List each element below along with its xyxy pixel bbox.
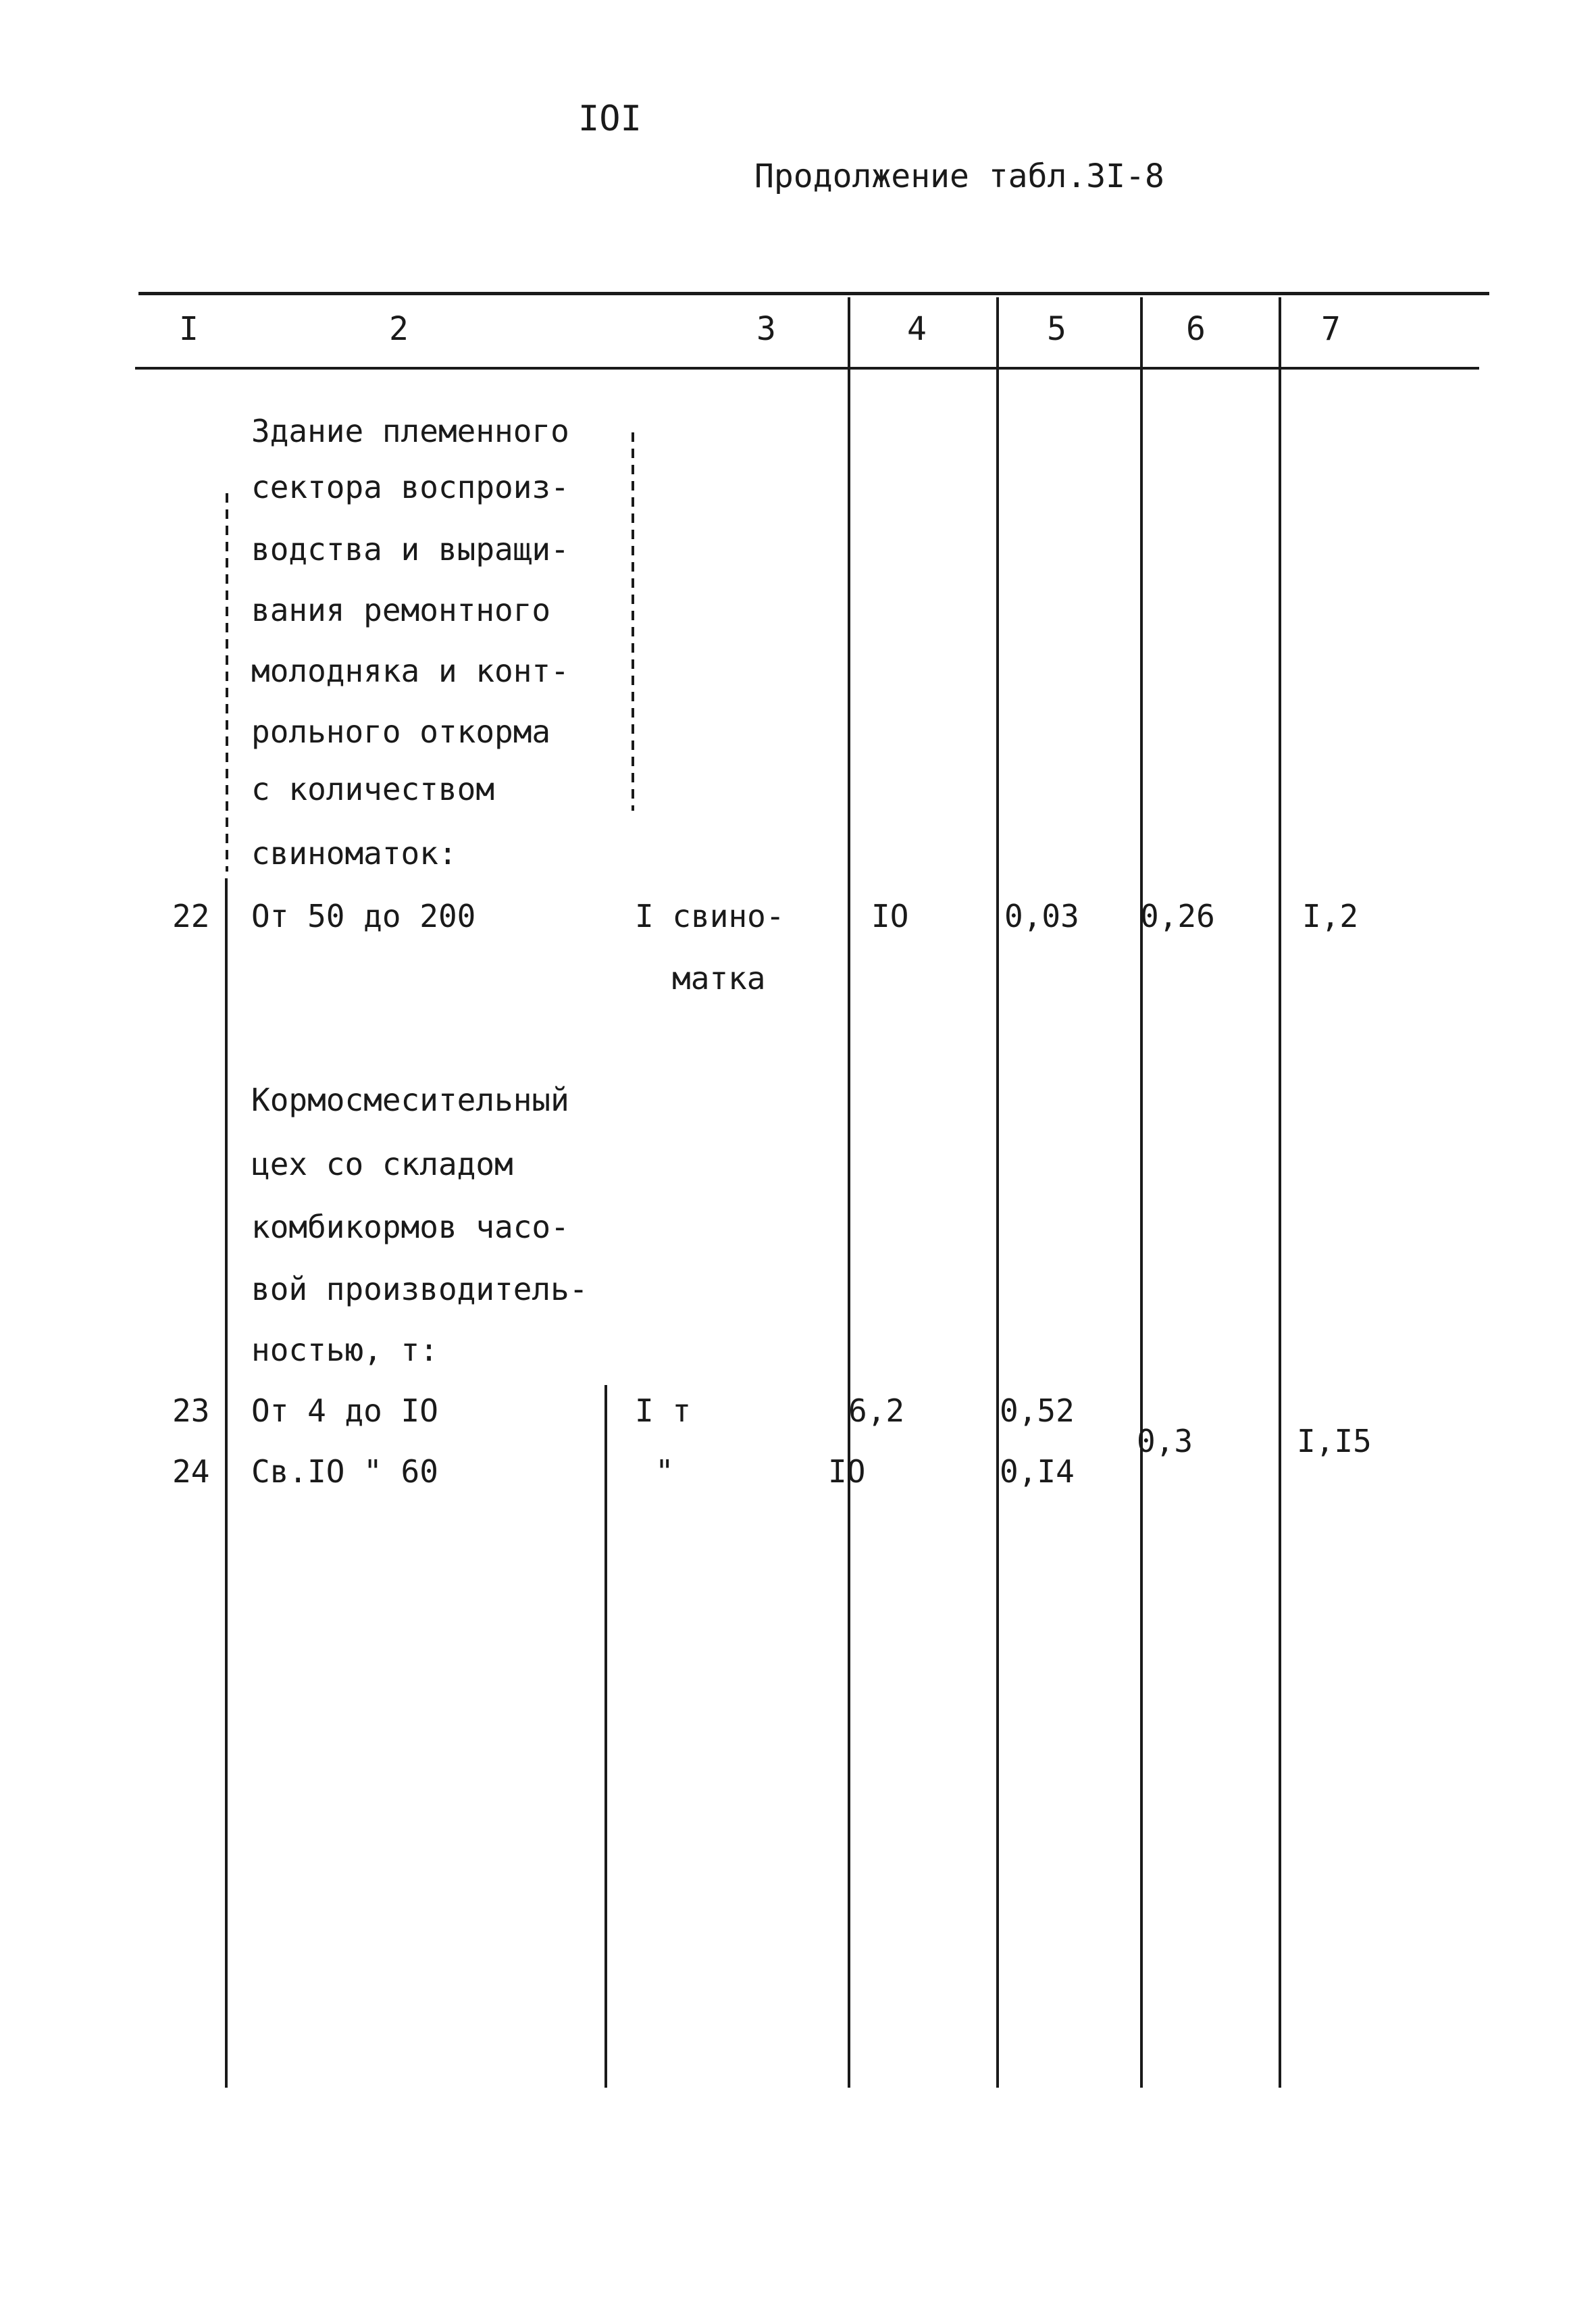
row-22-col-5: 0,03 [1004, 898, 1079, 934]
row-23-name: От 4 до IO [251, 1392, 438, 1429]
row-23-unit: I т [635, 1392, 692, 1429]
group2-line-4: вой производитель- [251, 1271, 588, 1307]
group1-line-8: свиноматок: [251, 835, 457, 872]
page-number: IOI [578, 99, 642, 139]
row-23-col-5: 0,52 [1000, 1392, 1075, 1429]
header-col-5: 5 [1047, 310, 1066, 348]
group2-line-3: комбикормов часо- [251, 1209, 569, 1245]
column-divider-3 [632, 432, 634, 811]
header-col-3: 3 [756, 310, 776, 348]
header-col-4: 4 [907, 310, 927, 348]
group2-line-5: ностью, т: [251, 1332, 438, 1368]
row-24-unit: " [655, 1453, 674, 1490]
row-22-col-6: 0,26 [1140, 898, 1215, 934]
column-divider-3b [604, 1385, 607, 2088]
column-divider-6 [1140, 297, 1143, 2088]
row-22-unit-line-1: I свино- [635, 898, 785, 934]
column-divider-7 [1279, 297, 1281, 2088]
group1-line-7: с количеством [251, 771, 495, 807]
header-bottom-rule [135, 367, 1479, 370]
header-col-2: 2 [389, 310, 409, 348]
row-22-unit-line-2: матка [672, 960, 766, 997]
row-24-col-5: 0,I4 [1000, 1453, 1075, 1490]
rows-23-24-col-6: 0,3 [1137, 1423, 1193, 1459]
group1-line-1: Здание племенного [251, 413, 569, 449]
header-col-7: 7 [1321, 310, 1341, 348]
table-top-rule [138, 292, 1489, 295]
row-24-name: Св.IO " 60 [251, 1453, 438, 1490]
group1-line-6: рольного откорма [251, 713, 551, 750]
group1-line-3: водства и выращи- [251, 531, 569, 568]
row-23-number: 23 [172, 1392, 210, 1429]
row-23-col-4: 6,2 [848, 1392, 905, 1429]
table-continuation-caption: Продолжение табл.3I-8 [754, 157, 1164, 195]
row-22-col-7: I,2 [1302, 898, 1359, 934]
group2-line-1: Кормосмесительный [251, 1082, 569, 1118]
row-22-number: 22 [172, 898, 210, 934]
column-divider-1 [226, 493, 228, 872]
row-22-name: От 50 до 200 [251, 898, 476, 934]
group1-line-5: молодняка и конт- [251, 653, 569, 689]
group1-line-2: сектора воспроиз- [251, 469, 569, 505]
column-divider-5 [996, 297, 999, 2088]
group2-line-2: цех со складом [251, 1146, 513, 1182]
header-col-6: 6 [1186, 310, 1206, 348]
row-24-number: 24 [172, 1453, 210, 1490]
column-divider-4 [848, 297, 850, 2088]
group1-line-4: вания ремонтного [251, 592, 551, 628]
header-col-1: I [179, 310, 199, 348]
rows-23-24-col-7: I,I5 [1297, 1423, 1372, 1459]
row-24-col-4: IO [828, 1453, 866, 1490]
column-divider-2 [225, 878, 228, 2088]
row-22-col-4: IO [871, 898, 909, 934]
